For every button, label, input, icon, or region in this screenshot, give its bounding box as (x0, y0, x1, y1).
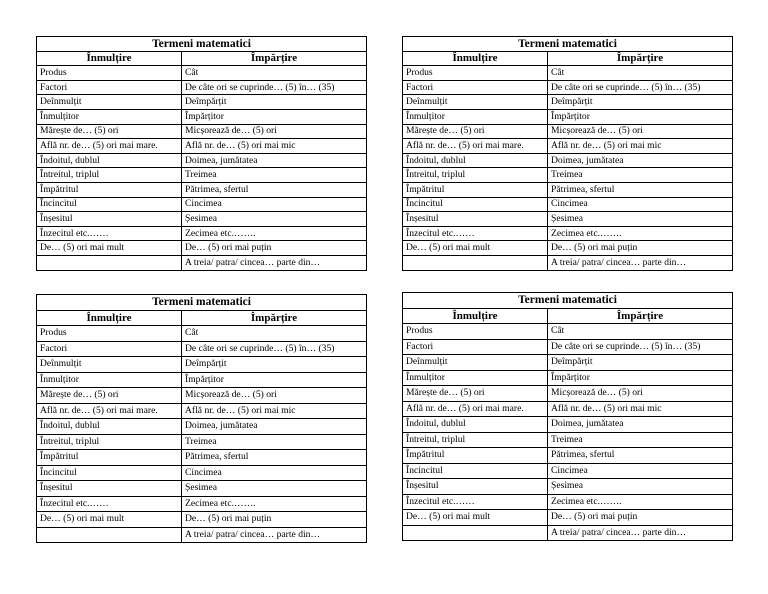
table-row (37, 512, 367, 528)
table-row (37, 341, 367, 357)
cell-multiplication-term: Înșesitul (403, 479, 548, 495)
header-row (403, 51, 733, 66)
terms-table (36, 294, 367, 543)
column-header-multiplication: Înmulțire (37, 51, 182, 66)
cell-multiplication-term: Factori (37, 80, 182, 95)
cell-multiplication-term: Deînmulțit (403, 355, 548, 371)
cell-division-term: Șesimea (182, 481, 367, 497)
cell-division-term: De… (5) ori mai puțin (548, 510, 733, 526)
table-row (37, 182, 367, 197)
cell-division-term: Șesimea (548, 479, 733, 495)
table-row (37, 403, 367, 419)
column-header-multiplication: Înmulțire (403, 308, 548, 324)
cell-multiplication-term: Produs (37, 66, 182, 81)
cell-multiplication-term: Mărește de… (5) ori (37, 124, 182, 139)
cell-division-term: Pătrimea, sfertul (182, 182, 367, 197)
cell-division-term: Deîmpărțit (182, 95, 367, 110)
cell-multiplication-term: Împătritul (403, 182, 548, 197)
cell-multiplication-term: Îndoitul, dublul (37, 419, 182, 435)
table-row (403, 324, 733, 340)
cell-division-term: Deîmpărțit (548, 95, 733, 110)
cell-division-term: Zecimea etc.……. (548, 226, 733, 241)
cell-division-term: Cincimea (182, 197, 367, 212)
cell-multiplication-term: Produs (403, 66, 548, 81)
cell-division-term: Zecimea etc.……. (548, 494, 733, 510)
cell-division-term: Află nr. de… (5) ori mai mic (548, 139, 733, 154)
cell-division-term: Pătrimea, sfertul (548, 448, 733, 464)
cell-multiplication-term: Înșesitul (403, 212, 548, 227)
cell-multiplication-term (403, 255, 548, 270)
cell-division-term: Micșorează de… (5) ori (548, 124, 733, 139)
cell-multiplication-term: Înmulțitor (37, 109, 182, 124)
cell-division-term: Doimea, jumătatea (548, 417, 733, 433)
table-row (403, 463, 733, 479)
cell-division-term: De câte ori se cuprinde… (5) în… (35) (182, 80, 367, 95)
table-row (37, 527, 367, 543)
column-header-division: Împărțire (182, 310, 367, 326)
cell-multiplication-term: Împătritul (37, 450, 182, 466)
table-row (37, 357, 367, 373)
table-row (37, 124, 367, 139)
table-row (403, 241, 733, 256)
cell-multiplication-term: Îndoitul, dublul (37, 153, 182, 168)
cell-multiplication-term: Înzecitul etc.…… (403, 494, 548, 510)
table-row (403, 255, 733, 270)
table-row (403, 182, 733, 197)
table-row (37, 95, 367, 110)
cell-multiplication-term: Întreitul, triplul (403, 168, 548, 183)
cell-division-term: Deîmpărțit (182, 357, 367, 373)
cell-division-term: Doimea, jumătatea (548, 153, 733, 168)
table-row (403, 95, 733, 110)
cell-division-term: Treimea (548, 432, 733, 448)
table-title: Termeni matematici (403, 37, 733, 52)
table-row (37, 388, 367, 404)
table-row (403, 494, 733, 510)
cell-multiplication-term: Întreitul, triplul (37, 434, 182, 450)
table-title: Termeni matematici (403, 293, 733, 309)
cell-multiplication-term: Împătritul (403, 448, 548, 464)
table-row (403, 448, 733, 464)
cell-division-term: Împărțitor (548, 109, 733, 124)
cell-multiplication-term: Înmulțitor (403, 109, 548, 124)
table-row (37, 465, 367, 481)
cell-division-term: Zecimea etc.……. (182, 226, 367, 241)
table-row (37, 255, 367, 270)
cell-division-term: Micșorează de… (5) ori (548, 386, 733, 402)
cell-multiplication-term (403, 525, 548, 541)
cell-multiplication-term: Încincitul (403, 463, 548, 479)
table-row (37, 212, 367, 227)
cell-multiplication-term: Află nr. de… (5) ori mai mare. (37, 403, 182, 419)
table-row (37, 197, 367, 212)
terms-table (36, 36, 367, 271)
table-row (403, 432, 733, 448)
cell-multiplication-term: Află nr. de… (5) ori mai mare. (403, 139, 548, 154)
terms-table (402, 292, 733, 541)
cell-division-term: Află nr. de… (5) ori mai mic (548, 401, 733, 417)
cell-multiplication-term: Mărește de… (5) ori (37, 388, 182, 404)
cell-division-term: Cincimea (182, 465, 367, 481)
table-row (37, 226, 367, 241)
cell-multiplication-term: Află nr. de… (5) ori mai mare. (403, 401, 548, 417)
table-row (37, 496, 367, 512)
table-row (37, 80, 367, 95)
cell-multiplication-term: Mărește de… (5) ori (403, 124, 548, 139)
cell-division-term: De… (5) ori mai puțin (182, 512, 367, 528)
cell-multiplication-term: Înșesitul (37, 212, 182, 227)
terms-table (402, 36, 733, 271)
table-row (403, 339, 733, 355)
table-row (37, 481, 367, 497)
cell-multiplication-term (37, 255, 182, 270)
cell-multiplication-term: Împătritul (37, 182, 182, 197)
table-row (403, 525, 733, 541)
table-row (403, 139, 733, 154)
title-row (37, 295, 367, 311)
table-row (37, 168, 367, 183)
cell-division-term: Cât (182, 66, 367, 81)
cell-multiplication-term: De… (5) ori mai mult (403, 241, 548, 256)
cell-division-term: Cât (548, 66, 733, 81)
cell-multiplication-term: Deînmulțit (403, 95, 548, 110)
cell-division-term: De… (5) ori mai puțin (548, 241, 733, 256)
table-row (37, 326, 367, 342)
cell-multiplication-term: Produs (403, 324, 548, 340)
table-row (37, 241, 367, 256)
cell-division-term: De câte ori se cuprinde… (5) în… (35) (548, 339, 733, 355)
table-title: Termeni matematici (37, 295, 367, 311)
cell-multiplication-term: De… (5) ori mai mult (403, 510, 548, 526)
title-row (403, 293, 733, 309)
cell-division-term: Treimea (182, 434, 367, 450)
header-row (403, 308, 733, 324)
cell-multiplication-term: De… (5) ori mai mult (37, 512, 182, 528)
cell-division-term: De câte ori se cuprinde… (5) în… (35) (548, 80, 733, 95)
cell-division-term: Treimea (182, 168, 367, 183)
table-row (403, 153, 733, 168)
table-row (403, 479, 733, 495)
cell-division-term: Pătrimea, sfertul (548, 182, 733, 197)
table-row (403, 212, 733, 227)
cell-division-term: Pătrimea, sfertul (182, 450, 367, 466)
cell-multiplication-term: Factori (37, 341, 182, 357)
table-row (403, 417, 733, 433)
table-row (37, 139, 367, 154)
cell-division-term: Șesimea (548, 212, 733, 227)
cell-division-term: Cincimea (548, 463, 733, 479)
cell-division-term: Împărțitor (182, 372, 367, 388)
cell-division-term: Zecimea etc.……. (182, 496, 367, 512)
cell-division-term: Împărțitor (548, 370, 733, 386)
cell-division-term: Micșorează de… (5) ori (182, 124, 367, 139)
cell-division-term: Deîmpărțit (548, 355, 733, 371)
cell-multiplication-term: Află nr. de… (5) ori mai mare. (37, 139, 182, 154)
table-title: Termeni matematici (37, 37, 367, 52)
cell-division-term: Doimea, jumătatea (182, 419, 367, 435)
cell-multiplication-term: Îndoitul, dublul (403, 153, 548, 168)
cell-multiplication-term: Înmulțitor (403, 370, 548, 386)
table-row (403, 510, 733, 526)
header-row (37, 51, 367, 66)
cell-division-term: De câte ori se cuprinde… (5) în… (35) (182, 341, 367, 357)
title-row (37, 37, 367, 52)
cell-division-term: Cincimea (548, 197, 733, 212)
table-row (403, 355, 733, 371)
table-row (403, 66, 733, 81)
cell-division-term: Cât (548, 324, 733, 340)
table-row (403, 226, 733, 241)
cell-multiplication-term: De… (5) ori mai mult (37, 241, 182, 256)
table-row (37, 109, 367, 124)
cell-multiplication-term: Încincitul (403, 197, 548, 212)
cell-multiplication-term: Factori (403, 339, 548, 355)
cell-multiplication-term (37, 527, 182, 543)
cell-multiplication-term: Factori (403, 80, 548, 95)
cell-division-term: Șesimea (182, 212, 367, 227)
title-row (403, 37, 733, 52)
cell-multiplication-term: Îndoitul, dublul (403, 417, 548, 433)
cell-multiplication-term: Întreitul, triplul (37, 168, 182, 183)
cell-division-term: De… (5) ori mai puțin (182, 241, 367, 256)
cell-division-term: Micșorează de… (5) ori (182, 388, 367, 404)
column-header-division: Împărțire (548, 51, 733, 66)
table-row (37, 66, 367, 81)
cell-division-term: A treia/ patra/ cincea… parte din… (548, 255, 733, 270)
cell-multiplication-term: Înșesitul (37, 481, 182, 497)
table-row (37, 419, 367, 435)
cell-multiplication-term: Înzecitul etc.…… (37, 496, 182, 512)
cell-multiplication-term: Încincitul (37, 465, 182, 481)
table-row (403, 197, 733, 212)
column-header-multiplication: Înmulțire (403, 51, 548, 66)
table-row (403, 168, 733, 183)
table-row (403, 124, 733, 139)
cell-multiplication-term: Înzecitul etc.…… (403, 226, 548, 241)
table-row (37, 153, 367, 168)
cell-multiplication-term: Mărește de… (5) ori (403, 386, 548, 402)
cell-division-term: Cât (182, 326, 367, 342)
cell-multiplication-term: Deînmulțit (37, 95, 182, 110)
table-row (37, 450, 367, 466)
table-row (37, 372, 367, 388)
column-header-division: Împărțire (548, 308, 733, 324)
cell-division-term: Treimea (548, 168, 733, 183)
cell-division-term: A treia/ patra/ cincea… parte din… (182, 255, 367, 270)
cell-division-term: Împărțitor (182, 109, 367, 124)
cell-division-term: A treia/ patra/ cincea… parte din… (548, 525, 733, 541)
column-header-multiplication: Înmulțire (37, 310, 182, 326)
table-row (403, 109, 733, 124)
cell-multiplication-term: Încincitul (37, 197, 182, 212)
cell-division-term: Află nr. de… (5) ori mai mic (182, 139, 367, 154)
table-row (37, 434, 367, 450)
cell-multiplication-term: Întreitul, triplul (403, 432, 548, 448)
cell-division-term: A treia/ patra/ cincea… parte din… (182, 527, 367, 543)
table-row (403, 386, 733, 402)
cell-division-term: Doimea, jumătatea (182, 153, 367, 168)
column-header-division: Împărțire (182, 51, 367, 66)
cell-multiplication-term: Produs (37, 326, 182, 342)
cell-multiplication-term: Înzecitul etc.…… (37, 226, 182, 241)
header-row (37, 310, 367, 326)
cell-multiplication-term: Înmulțitor (37, 372, 182, 388)
cell-division-term: Află nr. de… (5) ori mai mic (182, 403, 367, 419)
table-row (403, 401, 733, 417)
table-row (403, 370, 733, 386)
cell-multiplication-term: Deînmulțit (37, 357, 182, 373)
table-row (403, 80, 733, 95)
